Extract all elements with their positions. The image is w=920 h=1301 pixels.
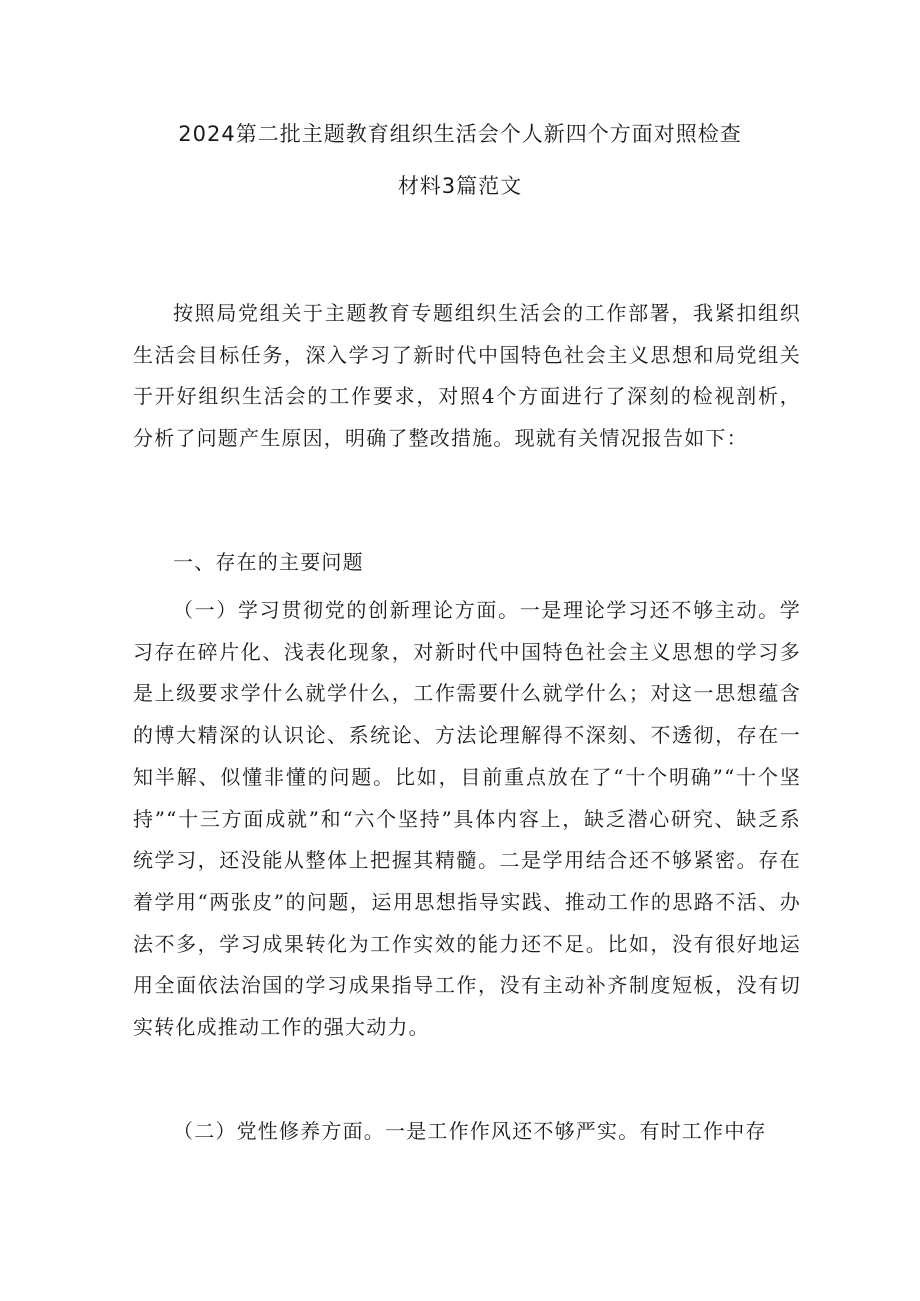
document-title-line-2: 材料3篇范文 <box>397 174 523 198</box>
section-1-paragraph: （一）学习贯彻党的创新理论方面。一是理论学习还不够主动。学习存在碎片化、浅表化现象，对新时代中国特色社会主义思想的学习多是上级要求学什么就学什么，工作需要什么就学什么；对这一思想蕴含的博大精深的认识论、系统论、方法论理解得不深刻、不透彻，存在一知半解、似懂非懂的问题。比如，目前重点放在了“十个明确”“十个坚持”“十三方面成就”和“六个坚持”具体内容上，缺乏潜心研究、缺乏系统学习，还没能从整体上把握其精髓。二是学用结合还不够紧密。存在着学用“两张皮”的问题，运用思想指导实践、推动工作的思路不活、办法不多，学习成果转化为工作实效的能力还不足。比如，没有很好地运用全面依法治国的学习成果指导工作，没有主动补齐制度短板，没有切实转化成推动工作的强大动力。 <box>133 598 801 1040</box>
section-heading-main-problems: 一、存在的主要问题 <box>173 550 364 574</box>
section-2-paragraph: （二）党性修养方面。一是工作作风还不够严实。有时工作中存 <box>173 1119 767 1143</box>
document-title-line-1: 2024第二批主题教育组织生活会个人新四个方面对照检查 <box>178 122 742 146</box>
intro-paragraph: 按照局党组关于主题教育专题组织生活会的工作部署，我紧扣组织生活会目标任务，深入学习了新时代中国特色社会主义思想和局党组关于开好组织生活会的工作要求，对照4个方面进行了深刻的检视剖析，分析了问题产生原因，明确了整改措施。现就有关情况报告如下： <box>133 301 801 451</box>
